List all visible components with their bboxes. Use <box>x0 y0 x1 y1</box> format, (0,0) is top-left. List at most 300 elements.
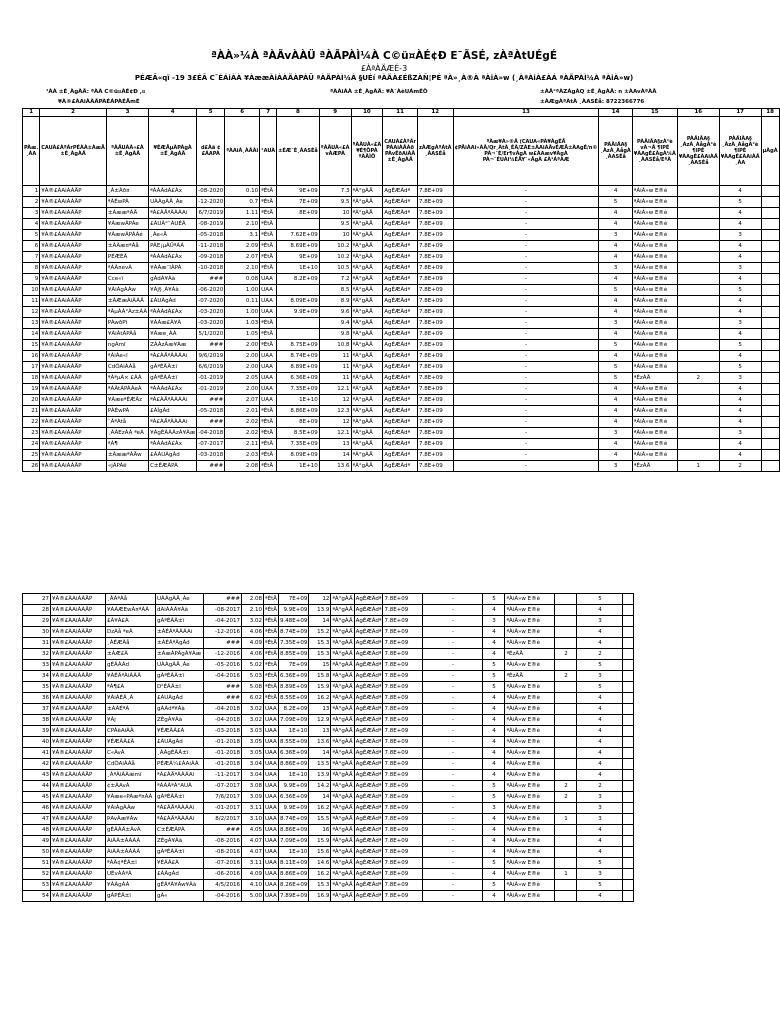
table-cell: ¥Àj <box>106 715 156 726</box>
table-cell: ªÀ°gÀÄ <box>351 373 383 384</box>
table-cell: AgÉÆÃdª <box>354 869 383 880</box>
table-cell: ªÀ°gÀÄ <box>331 748 354 759</box>
table-cell: ªÀÀ¤evÀ <box>106 263 148 274</box>
table-cell: -07-2016 <box>204 858 242 869</box>
column-header: PÀÄlÄA§ ¸ÀzÀ¸ÀågÀ°è ¶IPÉ ¥ÀAgÉ£ÀAiÀÄ ¸ÀA <box>719 117 761 186</box>
table-cell: 4 <box>599 252 632 263</box>
table-row <box>23 803 634 814</box>
table-cell: 8.9 <box>319 296 351 307</box>
table-cell: ªÀ°gÀÄ <box>331 847 354 858</box>
table-cell: UAA <box>260 296 277 307</box>
table-cell: ªÀiÀ»w E®è <box>505 814 555 825</box>
table-cell: ªÀ°gÀÄ <box>351 428 383 439</box>
table-cell: ªÉtÄ <box>260 186 277 197</box>
table-cell: ¥À®£ÀAiÀÀÄP <box>40 417 107 428</box>
table-cell: 9E+09 <box>277 186 320 197</box>
table-cell: - <box>423 847 483 858</box>
table-cell: 5 <box>577 660 623 671</box>
table-cell: -01-2018 <box>204 759 242 770</box>
table-cell: - <box>453 197 599 208</box>
table-cell: 33 <box>23 660 51 671</box>
table-cell: ªÀÀÃªÀ°AUÀ <box>156 781 204 792</box>
table-cell: 2.03 <box>225 450 260 461</box>
table-cell: 3 <box>577 803 623 814</box>
table-cell: - <box>423 781 483 792</box>
table-row <box>23 384 780 395</box>
table-cell <box>677 417 719 428</box>
table-cell: 9.48E+09 <box>279 616 309 627</box>
table-cell: ¸À±Àð¤ <box>106 186 148 197</box>
table-cell: ªÉtÄ <box>264 693 279 704</box>
table-cell: ªÉtÄ <box>264 660 279 671</box>
table-row <box>23 450 780 461</box>
table-cell: AgÉÆÃdª <box>354 759 383 770</box>
column-number: 10 <box>351 109 383 117</box>
table-cell: ¥À®£ÀAiÀÀÄP <box>51 891 106 902</box>
table-cell <box>555 660 577 671</box>
table-cell: 11 <box>23 296 40 307</box>
table-cell: 14 <box>309 616 331 627</box>
table-cell: ªÀiÀ»w E®è <box>505 627 555 638</box>
table-cell <box>677 274 719 285</box>
table-cell <box>677 263 719 274</box>
table-cell: ¥À®£ÀAiÀÀÄP <box>40 439 107 450</box>
table-cell: CPÀëAiÀÀ <box>106 726 156 737</box>
table-cell: UAA <box>260 362 277 373</box>
table-cell: 10 <box>319 208 351 219</box>
table-cell: 9.6 <box>319 307 351 318</box>
table-cell: 3.08 <box>242 781 264 792</box>
table-cell: ªÀ£ÀÄªÀÀÁAi <box>156 814 204 825</box>
table-cell: AgÉÆÃdª <box>383 362 418 373</box>
table-cell: -04-2016 <box>204 891 242 902</box>
table-cell: ¥À®£ÀAiÀÀÄP <box>40 461 107 472</box>
table-cell: - <box>453 307 599 318</box>
table-cell: ¥À®£ÀAiÀÀÄP <box>51 858 106 869</box>
table-cell: 9.5 <box>319 219 351 230</box>
table-cell <box>277 285 320 296</box>
table-cell: 28 <box>23 605 51 616</box>
table-cell: £ÀÀgÀd <box>156 869 204 880</box>
table-cell: ªÀ°gÀÄ <box>351 406 383 417</box>
table-cell: 4.07 <box>242 836 264 847</box>
table-cell: 8.85E+09 <box>279 649 309 660</box>
table-cell: 39 <box>23 726 51 737</box>
table-cell: - <box>423 880 483 891</box>
meta-supervisor: ±ÀÄ°ªÀZÁgÀQ ±É¸ÀgÀÄ: n ±ÀAvÀªÀÄ <box>540 89 657 95</box>
table-cell: UAA <box>264 737 279 748</box>
table-cell: 8.09E+09 <box>277 450 320 461</box>
table-cell: 3 <box>719 230 761 241</box>
table-cell: 7.8E+09 <box>383 803 423 814</box>
table-cell: ªÉtÄ <box>264 638 279 649</box>
table-cell: gÀªÉÃÃ±ï <box>149 373 197 384</box>
table-cell: ¥À®£ÀAiÀÀÄP <box>40 340 107 351</box>
table-cell <box>555 594 577 605</box>
table-cell: 7.8E+09 <box>417 307 453 318</box>
table-cell: 2 <box>555 671 577 682</box>
table-cell: ªÀ°gÀÄ <box>351 351 383 362</box>
table-cell: ªÀ°gÀÄ <box>331 649 354 660</box>
table-cell: - <box>423 726 483 737</box>
table-cell: 7.8E+09 <box>383 649 423 660</box>
table-cell: 1.05 <box>225 329 260 340</box>
table-cell: ¸ÀªÀiÀÀæmï <box>106 770 156 781</box>
table-cell: 14.2 <box>309 781 331 792</box>
table-cell: ªÀiÀ»w E®è <box>632 318 677 329</box>
table-cell: 10 <box>319 230 351 241</box>
table-cell: 42 <box>23 759 51 770</box>
table-cell: AgÉÆÃdª <box>354 858 383 869</box>
table-cell: -01-2018 <box>204 748 242 759</box>
table-cell: 31 <box>23 638 51 649</box>
table-cell: 4.09 <box>242 638 264 649</box>
table-cell: 4 <box>23 219 40 230</box>
table-cell <box>623 704 634 715</box>
table-cell: ªÀiÀ»w E®è <box>632 208 677 219</box>
table-cell: 7.8E+09 <box>383 825 423 836</box>
column-header-row <box>23 117 780 186</box>
table-cell: 26 <box>23 461 40 472</box>
table-cell <box>677 307 719 318</box>
table-cell: -01-2019 <box>197 373 225 384</box>
table-cell: 4 <box>599 417 632 428</box>
table-cell: 5 <box>599 373 632 384</box>
table-cell: AgÉÆÃdª <box>383 307 418 318</box>
table-cell <box>677 450 719 461</box>
table-cell: 4 <box>577 891 623 902</box>
table-cell: UAA <box>264 836 279 847</box>
table-cell <box>761 362 779 373</box>
table-cell: 5 <box>483 682 505 693</box>
table-cell: ¥ÀiÀÉÃ¸À <box>106 693 156 704</box>
table-cell <box>761 230 779 241</box>
table-cell: -08-2017 <box>204 605 242 616</box>
table-cell: 16.9 <box>309 891 331 902</box>
table-row <box>23 285 780 296</box>
table-cell: 5 <box>483 880 505 891</box>
table-cell: ¥ÀæwÃPÀe <box>106 219 148 230</box>
table-cell <box>677 252 719 263</box>
table-cell: ¥À®£ÀAiÀÀÄP <box>40 241 107 252</box>
table-cell: 4 <box>483 748 505 759</box>
table-cell: ¥À®£ÀAiÀÀÄP <box>40 318 107 329</box>
table-cell: AgÉÆÃdª <box>383 263 418 274</box>
table-cell <box>761 384 779 395</box>
table-cell: - <box>453 263 599 274</box>
table-cell: ±ÀæÀPÀgÀ¥Àæ <box>156 649 204 660</box>
table-cell: ¥À®£ÀAiÀÀÄP <box>40 252 107 263</box>
table-cell: 6.36E+09 <box>277 373 320 384</box>
table-row <box>23 329 780 340</box>
table-cell: gÉÃªÀ¥Àw¥Àà <box>156 880 204 891</box>
table-cell: ¥À®£ÀAiÀÀÄP <box>40 307 107 318</box>
table-cell: ±ÀææªÀÄw <box>106 450 148 461</box>
table-cell <box>623 605 634 616</box>
table-cell: 4 <box>577 825 623 836</box>
table-cell: ¥ÀiÀgÀÀw <box>106 803 156 814</box>
table-row <box>23 836 634 847</box>
column-header: PÀÄlÄA§zÀ°è vÀ¬Ä ¶IPÉ ¥ÀAgÉ£ÀgÀ¼À ¸ÀASÉå/EªÀ <box>632 117 677 186</box>
table-cell: 8.74E+09 <box>279 627 309 638</box>
table-cell: 4 <box>719 296 761 307</box>
table-cell: ªÀiÀ»w E®è <box>632 395 677 406</box>
table-cell: 7.8E+09 <box>417 296 453 307</box>
table-cell: ¥À®£ÀAiÀÀÄP <box>51 704 106 715</box>
table-cell: ¸Àe«Ä <box>149 230 197 241</box>
table-cell: ªÀ°gÀÄ <box>351 450 383 461</box>
table-cell: ªÀiÀ»w E®è <box>632 252 677 263</box>
table-cell: 18 <box>23 373 40 384</box>
table-cell: 8E+09 <box>277 417 320 428</box>
table-cell: 7E+09 <box>279 660 309 671</box>
table-cell: ¥ÀgÉÃÀÃzÀ¥Àæ <box>149 428 197 439</box>
table-cell: 7.8E+09 <box>383 594 423 605</box>
table-cell: ¥ÀÀgÀÀ <box>106 880 156 891</box>
table-cell: 7.8E+09 <box>383 781 423 792</box>
table-cell: 1E+10 <box>277 461 320 472</box>
table-cell: ªÀÀÀdÃ£Àx <box>149 384 197 395</box>
table-cell: ¥À®£ÀAiÀÀÄP <box>51 803 106 814</box>
table-cell: ªÀ°gÀÄ <box>351 186 383 197</box>
table-cell: ªÀiÀ»w E®è <box>632 296 677 307</box>
table-cell <box>555 627 577 638</box>
table-cell: ÞAvÀæ¥Àw <box>106 814 156 825</box>
table-cell: 41 <box>23 748 51 759</box>
table-cell: 7.8E+09 <box>417 230 453 241</box>
table-cell: ¥À®£ÀAiÀÀÄP <box>51 781 106 792</box>
table-row <box>23 252 780 263</box>
table-cell: 7.8E+09 <box>417 252 453 263</box>
table-cell: 5 <box>599 197 632 208</box>
table-cell: ¥Àj§¸À¥Àà <box>149 285 197 296</box>
meta-phone: ±ÀÆgÀªÀtÀ ¸ÀASÉå: 8722366776 <box>540 99 645 105</box>
table-cell: ªÀ°gÀÄ <box>351 439 383 450</box>
table-cell: 1E+10 <box>277 395 320 406</box>
table-cell: AgÉÆÃdª <box>383 395 418 406</box>
column-number: 8 <box>277 109 320 117</box>
table-cell: -11-2017 <box>204 770 242 781</box>
table-row <box>23 230 780 241</box>
table-cell: 4.06 <box>242 627 264 638</box>
table-row <box>23 406 780 417</box>
table-cell <box>677 296 719 307</box>
column-number: 16 <box>677 109 719 117</box>
table-cell: UAA <box>264 825 279 836</box>
table-cell: PÀÉwPÀ <box>106 406 148 417</box>
column-header: µÀgÀ <box>761 117 779 186</box>
table-cell: -06-2020 <box>197 285 225 296</box>
table-cell: 3.03 <box>242 726 264 737</box>
table-cell: 1E+10 <box>279 847 309 858</box>
table-cell: 53 <box>23 880 51 891</box>
table-cell <box>677 329 719 340</box>
table-cell: ªÀ°gÀÄ <box>351 461 383 472</box>
table-cell: 17 <box>23 362 40 373</box>
table-cell: ªÀ£ÀÄªÀÀÁAi <box>156 803 204 814</box>
table-cell: 5.08 <box>242 682 264 693</box>
table-cell <box>677 362 719 373</box>
table-cell <box>761 263 779 274</box>
table-cell: 2.07 <box>225 252 260 263</box>
table-row <box>23 660 634 671</box>
table-cell: ªÀiÀ»w E®è <box>505 781 555 792</box>
table-row <box>23 627 634 638</box>
table-cell: ¥À®£ÀAiÀÀÄP <box>51 638 106 649</box>
table-cell: ªÀ°gÀÄ <box>351 219 383 230</box>
column-number: 5 <box>197 109 225 117</box>
table-cell: 4.09 <box>242 869 264 880</box>
table-cell: ªÀiÀ»w E®è <box>632 230 677 241</box>
table-row <box>23 197 780 208</box>
table-cell: 4 <box>577 748 623 759</box>
table-cell: AgÉÆÃdª <box>354 682 383 693</box>
table-cell: 5.02 <box>242 660 264 671</box>
table-cell: 7.8E+09 <box>383 660 423 671</box>
table-cell: ªÀiÀ»w E®è <box>632 285 677 296</box>
table-cell: ¥À®£ÀAiÀÀÄP <box>51 726 106 737</box>
table-cell: 7.35E+09 <box>279 638 309 649</box>
table-cell: 10.5 <box>319 263 351 274</box>
table-cell: 3.04 <box>242 759 264 770</box>
table-row <box>23 825 634 836</box>
table-cell: 4 <box>483 891 505 902</box>
table-cell <box>623 781 634 792</box>
table-cell: - <box>453 340 599 351</box>
table-cell <box>623 858 634 869</box>
table-cell: -03-2018 <box>197 450 225 461</box>
table-cell: ªÀÀÀdÃ£Àx <box>149 252 197 263</box>
table-cell: 4 <box>719 417 761 428</box>
table-cell: 7.8E+09 <box>383 693 423 704</box>
table-cell <box>555 605 577 616</box>
table-cell: - <box>423 638 483 649</box>
table-cell: ªÉtÄ <box>264 605 279 616</box>
table-cell <box>761 219 779 230</box>
table-cell <box>677 384 719 395</box>
table-cell <box>623 847 634 858</box>
table-cell: AgÉÆÃdª <box>354 781 383 792</box>
table-cell: Cce«ï <box>106 274 148 285</box>
table-cell: 3 <box>719 263 761 274</box>
table-cell: 5 <box>599 285 632 296</box>
table-cell: ZÉgÀ¥Àà <box>156 836 204 847</box>
table-cell: 46 <box>23 803 51 814</box>
table-cell: ªÀ°gÀÄ <box>331 594 354 605</box>
table-cell: 5 <box>719 340 761 351</box>
table-cell <box>761 340 779 351</box>
table-cell: 25 <box>23 450 40 461</box>
table-cell: 23 <box>23 428 40 439</box>
table-cell: PÉÆÃ¼£ÀAiÀÀ <box>156 759 204 770</box>
table-cell: 16 <box>23 351 40 362</box>
table-cell: 51 <box>23 858 51 869</box>
table-cell: 4 <box>483 704 505 715</box>
table-row <box>23 605 634 616</box>
table-cell <box>555 693 577 704</box>
table-cell <box>677 439 719 450</box>
table-cell: UAA <box>264 748 279 759</box>
table-cell: ¥À®£ÀAiÀÀÄP <box>51 605 106 616</box>
table-cell: -04-2018 <box>204 704 242 715</box>
table-cell <box>761 274 779 285</box>
table-cell: 2.09 <box>225 241 260 252</box>
table-cell: ¸ÀÃEzÀÃ ªeÀ <box>106 428 148 439</box>
table-cell: AgÉÆÃdª <box>383 208 418 219</box>
table-cell: 4 <box>719 329 761 340</box>
table-row <box>23 891 634 902</box>
table-cell: ¥ÉÃÃ£À <box>156 858 204 869</box>
table-cell: 4 <box>719 406 761 417</box>
table-cell: 7.8E+09 <box>417 208 453 219</box>
table-cell: ¥À®£ÀAiÀÀÄP <box>40 329 107 340</box>
table-cell: 7.8E+09 <box>383 891 423 902</box>
table-cell: AgÉÆÃdª <box>383 230 418 241</box>
table-cell: 12 <box>23 307 40 318</box>
table-cell: ngÀmï <box>106 340 148 351</box>
table-cell <box>623 891 634 902</box>
table-cell: 30 <box>23 627 51 638</box>
table-cell: 0.08 <box>225 274 260 285</box>
table-cell: 7.8E+09 <box>417 219 453 230</box>
table-cell: 15.3 <box>309 649 331 660</box>
column-header: PÀæ. ¸ÀA <box>23 117 40 186</box>
table-cell: ±ÀÉÃªÀgÀd <box>156 638 204 649</box>
table-cell: 4 <box>483 759 505 770</box>
table-row <box>23 461 780 472</box>
table-cell: 3 <box>599 461 632 472</box>
table-cell: ÀiÀÀ±ÀÀÀÀ <box>106 836 156 847</box>
table-cell: ªÀiÀ»w E®è <box>632 340 677 351</box>
table-cell: ¥À®£ÀAiÀÀÄP <box>40 373 107 384</box>
table-cell: ªÀiÀ»w E®è <box>632 219 677 230</box>
table-cell: ªÀ°gÀÄ <box>331 759 354 770</box>
table-cell: ªÀ°gÀÄ <box>351 395 383 406</box>
table-cell: - <box>453 274 599 285</box>
table-cell <box>761 439 779 450</box>
table-cell: AgÉÆÃdª <box>354 726 383 737</box>
table-cell: 2.11 <box>225 439 260 450</box>
table-cell <box>677 241 719 252</box>
table-cell: -03-2018 <box>204 726 242 737</box>
table-cell: 4 <box>719 241 761 252</box>
table-cell: 4.07 <box>242 847 264 858</box>
table-cell: 24 <box>23 439 40 450</box>
table-cell: PÉÆÉÃ <box>106 252 148 263</box>
table-cell: ªÀ£ÀÄªÀÀÁAi <box>156 770 204 781</box>
table-cell: 0.11 <box>225 296 260 307</box>
table-cell: £ÀÌgÀd <box>149 406 197 417</box>
table-cell: 13 <box>309 726 331 737</box>
table-cell <box>277 318 320 329</box>
table-cell: AgÉÆÃdª <box>383 428 418 439</box>
table-cell: ªÀ°gÀÄ <box>351 362 383 373</box>
table-cell: ªÀÀtÃPÀÀeÀ <box>106 384 148 395</box>
column-number: 3 <box>106 109 148 117</box>
table-cell: ªÀ°gÀÄ <box>351 417 383 428</box>
table-cell: 4 <box>599 439 632 450</box>
table-cell: ªÀiÀ»w E®è <box>632 384 677 395</box>
table-cell: ªÀ°gÀÄ <box>331 616 354 627</box>
table-cell: 2.00 <box>225 351 260 362</box>
table-row <box>23 428 780 439</box>
table-cell: ¥À®£ÀAiÀÀÄP <box>51 792 106 803</box>
table-cell: UAA <box>264 803 279 814</box>
table-cell: 2.00 <box>225 362 260 373</box>
table-cell: ªÉtÄ <box>260 197 277 208</box>
table-row <box>23 241 780 252</box>
table-cell: 7.8E+09 <box>417 351 453 362</box>
